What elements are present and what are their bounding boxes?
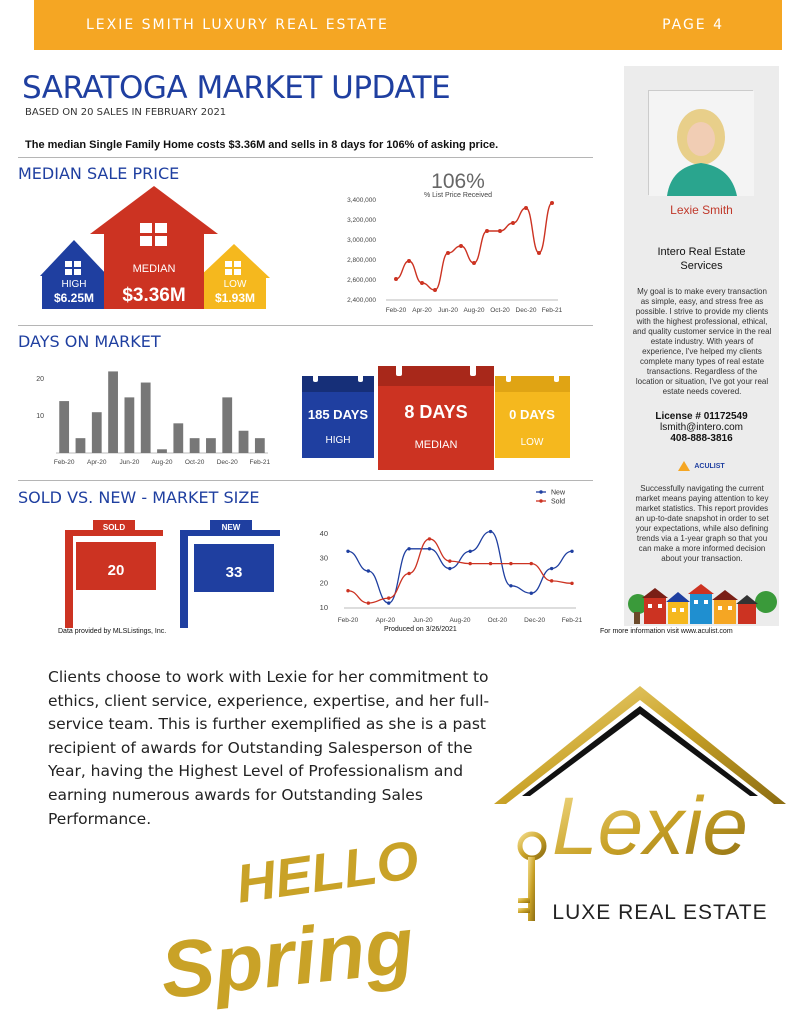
- series-point-new: [570, 550, 573, 553]
- series-point-new: [367, 569, 370, 572]
- section-days-on-market: DAYS ON MARKET: [18, 332, 161, 351]
- x-tick-label: Oct-20: [487, 617, 508, 624]
- price-point: [433, 288, 437, 292]
- x-tick-label: Oct-20: [490, 307, 510, 314]
- days-on-market-chart: [30, 356, 280, 468]
- price-point: [550, 201, 554, 205]
- page-subtitle: BASED ON 20 SALES IN FEBRUARY 2021: [25, 107, 227, 118]
- agent-portrait-icon: [649, 91, 754, 196]
- lexie-logo: [490, 686, 790, 936]
- median-house-label: MEDIAN: [132, 263, 176, 275]
- price-point: [407, 259, 411, 263]
- price-point: [524, 206, 528, 210]
- spring-text: Spring: [156, 900, 418, 1015]
- series-point-sold: [530, 562, 533, 565]
- x-tick-label: Feb-21: [561, 617, 583, 624]
- y-tick-label: 2,600,000: [347, 277, 376, 284]
- divider: [18, 157, 593, 158]
- series-point-sold: [448, 559, 451, 562]
- series-point-new: [387, 601, 390, 604]
- x-tick-label: Aug-20: [151, 459, 173, 466]
- sold-value: 20: [107, 562, 125, 579]
- key-icon: [518, 834, 544, 921]
- dom-bar: [141, 383, 151, 453]
- aculist-text: ACULIST: [694, 462, 725, 470]
- more-info-note: For more information visit www.aculist.com: [600, 628, 733, 635]
- high-calendar-label: HIGH: [325, 435, 351, 446]
- price-point: [459, 244, 463, 248]
- sold-vs-new-chart: [310, 484, 590, 626]
- chart-subtitle: % List Price Received: [423, 192, 493, 199]
- x-tick-label: Feb-20: [337, 617, 359, 624]
- divider: [18, 480, 593, 481]
- y-tick-label: 3,000,000: [347, 237, 376, 244]
- summary-line: The median Single Family Home costs $3.36M and sells in 8 days for 106% of asking price.: [25, 139, 499, 151]
- x-tick-label: Apr-20: [412, 307, 432, 314]
- low-calendar-label: LOW: [520, 437, 544, 448]
- header-bar: [34, 0, 782, 50]
- y-tick-label: 20: [36, 375, 44, 383]
- y-tick-label: 3,400,000: [347, 197, 376, 204]
- high-calendar-value: 185 DAYS: [307, 407, 369, 422]
- price-point: [446, 251, 450, 255]
- dom-bar: [157, 449, 167, 453]
- company-line-1: Intero Real Estate: [657, 246, 746, 258]
- series-line-sold: [348, 539, 572, 603]
- series-point-sold: [489, 562, 492, 565]
- price-series-line: [396, 203, 552, 290]
- x-tick-label: Aug-20: [463, 307, 485, 314]
- low-house-value: $1.93M: [214, 291, 256, 305]
- dom-bar: [92, 412, 102, 453]
- x-tick-label: Dec-20: [524, 617, 546, 624]
- new-tag-label: NEW: [221, 523, 241, 532]
- series-point-new: [530, 592, 533, 595]
- series-point-new: [346, 550, 349, 553]
- dom-bar: [76, 438, 86, 453]
- series-point-sold: [407, 572, 410, 575]
- sidebar-note: Successfully navigating the current market means paying attention to key market statistics. This report provides an up-to-date snapshot in order to set your expectations, while also defining trends via a 1-year graph so that you can make a more informed decision about your transaction.: [635, 484, 769, 563]
- legend-label: Sold: [551, 498, 566, 506]
- x-tick-label: Jun-20: [119, 459, 140, 466]
- low-house-label: LOW: [223, 279, 247, 290]
- series-point-new: [407, 547, 410, 550]
- series-point-new: [489, 530, 492, 533]
- price-point: [472, 261, 476, 265]
- series-point-sold: [367, 601, 370, 604]
- x-tick-label: Aug-20: [449, 617, 471, 624]
- agent-bio: My goal is to make every transaction as simple, easy, and stress free as possible. I strive to provide my clients with the highest professional, ethical, and quality customer service in the real estate industry. With years of experience, I've helped my clients complete many types of real estate transactions. Regardless of the location or situation, I've got your real estate needs covered.: [632, 287, 772, 396]
- x-tick-label: Jun-20: [412, 617, 433, 624]
- price-point: [498, 229, 502, 233]
- calendars-graphic: [298, 358, 574, 470]
- y-tick-label: 2,800,000: [347, 257, 376, 264]
- hello-spring-art: [140, 820, 440, 1015]
- x-tick-label: Oct-20: [184, 459, 205, 466]
- dom-bar: [59, 401, 69, 453]
- x-tick-label: Feb-20: [385, 307, 407, 314]
- series-point-sold: [550, 579, 553, 582]
- y-tick-label: 20: [319, 578, 328, 588]
- dom-bar: [190, 438, 200, 453]
- x-tick-label: Feb-21: [541, 307, 563, 314]
- series-point-new: [448, 567, 451, 570]
- series-point-sold: [387, 596, 390, 599]
- series-point-new: [509, 584, 512, 587]
- sold-tag-label: SOLD: [102, 523, 126, 532]
- dom-bar: [173, 423, 183, 453]
- legend-marker: [539, 490, 542, 493]
- list-price-chart: [330, 166, 570, 316]
- logo-script: Lexie: [551, 781, 749, 872]
- x-tick-label: Apr-20: [87, 459, 107, 466]
- signs-graphic: [60, 518, 300, 628]
- houses-graphic: [36, 186, 276, 310]
- dom-bar: [255, 438, 265, 453]
- agent-contact: [624, 411, 779, 444]
- chart-title: 106%: [431, 170, 485, 193]
- series-point-sold: [509, 562, 512, 565]
- dom-bar: [206, 438, 216, 453]
- x-tick-label: Feb-20: [53, 459, 75, 466]
- series-point-sold: [468, 562, 471, 565]
- series-point-sold: [346, 589, 349, 592]
- series-point-new: [428, 547, 431, 550]
- x-tick-label: Feb-21: [249, 459, 271, 466]
- header-brand: LEXIE SMITH LUXURY REAL ESTATE: [86, 17, 389, 33]
- y-tick-label: 10: [319, 603, 328, 612]
- divider: [18, 325, 593, 326]
- series-point-sold: [570, 582, 573, 585]
- produced-note: Produced on 3/26/2021: [384, 626, 457, 633]
- series-point-new: [468, 550, 471, 553]
- section-median-sale-price: MEDIAN SALE PRICE: [18, 164, 180, 183]
- y-tick-label: 2,400,000: [347, 297, 376, 304]
- series-point-new: [550, 567, 553, 570]
- median-calendar-label: MEDIAN: [414, 439, 458, 451]
- high-house-value: $6.25M: [53, 291, 95, 305]
- agent-photo: [648, 90, 753, 195]
- dom-bar: [124, 397, 134, 453]
- price-point: [511, 221, 515, 225]
- new-value: 33: [225, 564, 243, 581]
- town-houses-icon: [626, 584, 778, 624]
- x-tick-label: Dec-20: [216, 459, 238, 466]
- median-house-roof: [90, 186, 218, 234]
- body-paragraph: Clients choose to work with Lexie for her commitment to ethics, client service, experience, expertise, and her full-service team. This is further exemplified as she is a past recipient of awards for Outstanding Salesperson of the Year, having the Highest Level of Professionalism and earning numerous awards for Outstanding Sales Performance.: [48, 668, 490, 828]
- page-title: SARATOGA MARKET UPDATE: [22, 70, 451, 106]
- y-tick-label: 10: [36, 412, 44, 420]
- price-point: [420, 281, 424, 285]
- dom-bar: [222, 397, 232, 453]
- company-line-2: Services: [680, 260, 723, 272]
- data-source-note: Data provided by MLSListings, Inc.: [58, 628, 167, 635]
- price-point: [485, 229, 489, 233]
- series-point-sold: [428, 537, 431, 540]
- high-house-label: HIGH: [61, 279, 87, 290]
- aculist-icon: [678, 461, 690, 471]
- low-calendar-value: 0 DAYS: [509, 407, 555, 422]
- agent-email[interactable]: lsmith@intero.com: [660, 422, 743, 433]
- y-tick-label: 40: [319, 529, 328, 538]
- x-tick-label: Dec-20: [515, 307, 537, 314]
- license-number: License # 01172549: [655, 411, 748, 422]
- x-tick-label: Apr-20: [375, 617, 396, 624]
- dom-bar: [108, 371, 118, 453]
- logo-tagline: LUXE REAL ESTATE: [552, 901, 768, 924]
- median-house-value: $3.36M: [122, 285, 186, 306]
- x-tick-label: Jun-20: [438, 307, 458, 314]
- legend-label: New: [551, 489, 566, 497]
- agent-company: [624, 245, 779, 273]
- aculist-logo: [624, 461, 779, 471]
- agent-phone[interactable]: 408-888-3816: [670, 433, 733, 444]
- agent-name: Lexie Smith: [670, 203, 733, 217]
- hello-text: HELLO: [232, 829, 423, 915]
- price-point: [537, 251, 541, 255]
- price-point: [394, 277, 398, 281]
- median-calendar-value: 8 DAYS: [404, 402, 468, 422]
- y-tick-label: 30: [319, 553, 328, 563]
- y-tick-label: 3,200,000: [347, 217, 376, 224]
- dom-bar: [239, 431, 249, 453]
- page-number: PAGE 4: [662, 17, 724, 33]
- legend-marker: [539, 499, 542, 502]
- section-sold-vs-new: SOLD VS. NEW - MARKET SIZE: [18, 488, 260, 507]
